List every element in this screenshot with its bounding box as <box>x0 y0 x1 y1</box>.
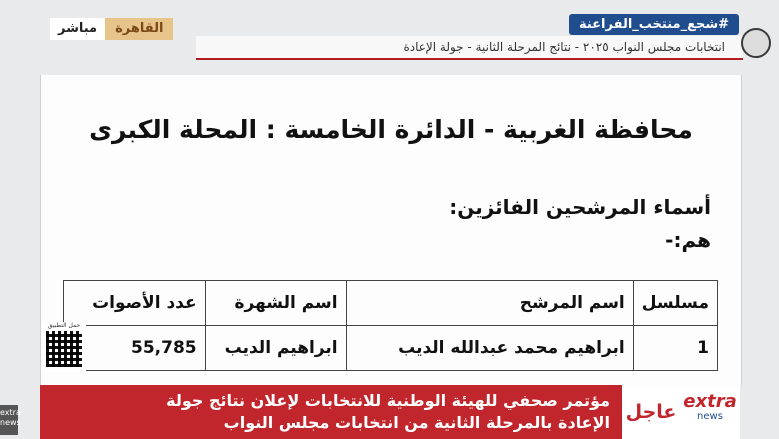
breaking-line-2: الإعادة بالمرحلة الثانية من انتخابات مجلس النواب <box>223 413 610 432</box>
brand-sub: news <box>697 411 723 422</box>
cell-serial: 1 <box>633 326 717 371</box>
channel-logo <box>680 385 740 439</box>
cell-votes: 55,785 <box>64 326 206 371</box>
live-word: مباشر <box>50 18 105 40</box>
breaking-news-ticker <box>40 385 622 439</box>
app-qr-code[interactable] <box>42 322 86 372</box>
live-badge <box>50 18 173 40</box>
news-subheader: انتخابات مجلس النواب ٢٠٢٥ - نتائج المرحلة الثانية - جولة الإعادة <box>196 36 743 60</box>
breaking-line-1: مؤتمر صحفي للهيئة الوطنية للانتخابات لإعلان نتائج جولة <box>166 391 610 410</box>
table-row <box>64 326 718 371</box>
cell-popular-name: ابراهيم الديب <box>205 326 346 371</box>
col-header-name: اسم المرشح <box>346 281 633 326</box>
urgent-label: عاجل <box>622 385 680 439</box>
col-header-votes: عدد الأصوات <box>64 281 206 326</box>
col-header-serial: مسلسل <box>633 281 717 326</box>
document-title: محافظة الغربية - الدائرة الخامسة : المحلة الكبرى <box>89 115 693 144</box>
winners-subheading: هم:- <box>665 228 711 252</box>
live-city: القاهرة <box>105 18 173 40</box>
table-header-row <box>64 281 718 326</box>
commission-seal-icon <box>741 28 771 58</box>
qr-code-icon <box>46 331 82 367</box>
cell-name: ابراهيم محمد عبدالله الديب <box>346 326 633 371</box>
results-document <box>40 75 742 385</box>
col-header-popular-name: اسم الشهرة <box>205 281 346 326</box>
corner-logo: extra news <box>0 405 18 435</box>
winners-heading: أسماء المرشحين الفائزين: <box>449 195 711 219</box>
winners-table <box>63 280 718 371</box>
hashtag-banner: #شجع_منتخب_الفراعنة <box>569 14 739 35</box>
brand-name: extra <box>683 391 737 412</box>
qr-label: حمل التطبيق <box>47 322 81 329</box>
